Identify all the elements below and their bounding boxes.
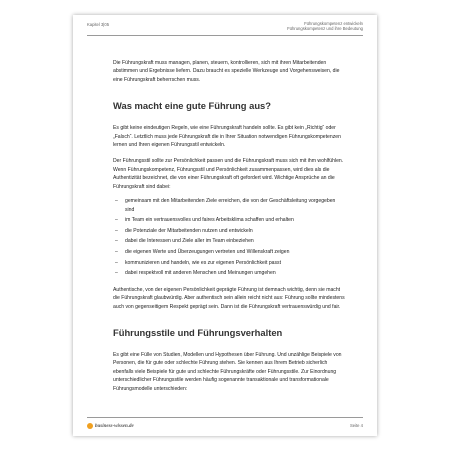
header-titles bbox=[287, 21, 363, 32]
header-title-sub: Führungskompetenz und ihre Bedeutung bbox=[287, 26, 363, 32]
paragraph: Es gibt eine Fülle von Studien, Modellen und Hypothesen über Führung. Und unzählige Beispiele von Personen, die für gute oder schlechte Führung stehen. Sie kennen aus Ihrem Betrieb sicherlich ebenfalls viele Beispiele für gute und schlechte Führungskräfte oder Führungsstile. Zur Einordnung unterschiedlicher Führungsstile werden häufig sogenannte transaktionale und transformationale Führungsmodelle unterschieden: bbox=[113, 352, 342, 392]
footer-logo bbox=[87, 423, 134, 429]
paragraph: Der Führungsstil sollte zur Persönlichkeit passen und die Führungskraft muss sich mit ihm wohlfühlen. Wenn Führungskompetenz, Führungsstil und Persönlichkeit zusammenpassen, wird dies als die Authentizität bezeichnet, die von einer Führungskraft oft gefordert wird. Wichtige Ansprüche an die Führungskraft sind dabei: bbox=[113, 158, 344, 190]
paragraph: Authentische, von der eigenen Persönlichkeit geprägte Führung ist demnach wichtig, denn sie macht die Führungskraft glaubwürdig. Aber authentisch sein allein reicht nicht aus: Führung sollte mindestens auch von gegenseitigem Respekt geprägt sein. Dann ist die Führungskraft vertrauenswürdig und fair. bbox=[113, 286, 345, 310]
page-content bbox=[113, 59, 345, 401]
document-page bbox=[73, 15, 377, 436]
list-item: – kommunizieren und handeln, wie es zur eigenen Persönlichkeit passt bbox=[113, 259, 345, 268]
paragraph: Es gibt keine eindeutigen Regeln, wie eine Führungskraft handeln sollte. Es gibt kein „Richtig“ oder „Falsch“. Letztlich muss jede Führungskraft die in Ihrer Situation notwendigen Führungskompetenzen lernen und Ihren eigenen Führungsstil entwickeln. bbox=[113, 125, 341, 149]
header-chapter: Kapitel 3|05 bbox=[87, 22, 110, 27]
list-item: – dabei die Interessen und Ziele aller im Team einbeziehen bbox=[113, 237, 345, 246]
section-heading-leadership-styles: Führungsstile und Führungsverhalten bbox=[113, 327, 283, 339]
logo-dot-icon bbox=[87, 423, 93, 429]
header-title-main: Führungskompetenz entwickeln bbox=[304, 21, 363, 26]
intro-paragraph: Die Führungskraft muss managen, planen, steuern, kontrollieren, sich mit ihren Mitarbeitenden abstimmen und Ergebnisse liefern. Dazu braucht es spezielle Werkzeuge und Vorgehensweisen, die eine Führungskraft beherrschen muss. bbox=[113, 60, 340, 83]
page-number: Seite 4 bbox=[349, 423, 363, 428]
footer-divider bbox=[87, 417, 363, 418]
list-item: – im Team ein vertrauensvolles und faires Arbeitsklima schaffen und erhalten bbox=[113, 216, 345, 225]
list-item: – gemeinsam mit den Mitarbeitenden Ziele erreichen, die von der Geschäftsleitung vorgegeben sind bbox=[113, 197, 345, 214]
list-item: – die eigenen Werte und Überzeugungen vertreten und Willenskraft zeigen bbox=[113, 248, 345, 257]
list-item: – die Potenziale der Mitarbeitenden nutzen und entwickeln bbox=[113, 227, 345, 236]
section-heading-good-leadership: Was macht eine gute Führung aus? bbox=[113, 100, 272, 112]
logo-text: business-wissen.de bbox=[95, 423, 134, 429]
header-divider bbox=[87, 35, 363, 36]
list-item: – dabei respektvoll mit anderen Menschen und Meinungen umgehen bbox=[113, 269, 345, 278]
requirements-list bbox=[113, 197, 345, 278]
